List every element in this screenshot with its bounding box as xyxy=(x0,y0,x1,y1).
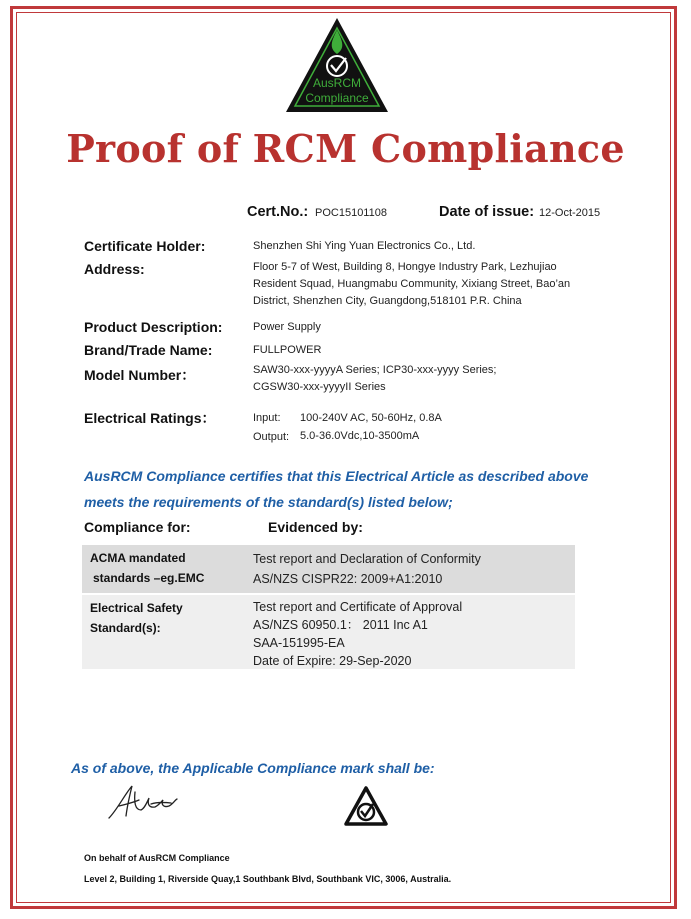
model-line: CGSW30-xxx-yyyyII Series xyxy=(253,381,386,393)
compliance-for-header: Compliance for: xyxy=(84,519,191,535)
address-label: Address: xyxy=(84,261,145,277)
cell-text: Standard(s): xyxy=(90,621,161,635)
compliance-table xyxy=(82,545,575,669)
compliance-statement-line2: meets the requirements of the standard(s) listed below; xyxy=(84,494,453,510)
cell-text: standards –eg.EMC xyxy=(93,571,205,585)
row-compliance-for xyxy=(90,548,204,588)
model-label: Model Number： xyxy=(84,367,196,383)
product-value: Power Supply xyxy=(253,321,321,333)
cert-no-label: Cert.No.: xyxy=(247,204,309,220)
product-label: Product Description: xyxy=(84,319,223,335)
model-value xyxy=(253,362,496,396)
input-label: Input: xyxy=(253,412,281,424)
address-line: Floor 5-7 of West, Building 8, Hongye Industry Park, Lezhujiao xyxy=(253,261,557,273)
address-value xyxy=(253,259,570,310)
mark-statement: As of above, the Applicable Compliance mark shall be: xyxy=(71,760,435,776)
ausrcm-logo xyxy=(282,16,392,116)
signature-icon xyxy=(105,780,185,825)
rcm-mark-icon xyxy=(344,786,388,826)
output-value: 5.0-36.0Vdc,10-3500mA xyxy=(300,430,420,442)
cell-text: Test report and Declaration of Conformity xyxy=(253,552,481,566)
cell-text: Electrical Safety xyxy=(90,601,183,615)
row-evidenced-by xyxy=(253,598,462,670)
holder-value: Shenzhen Shi Ying Yuan Electronics Co., Ltd. xyxy=(253,240,476,252)
cell-text: Date of Expire: 29-Sep-2020 xyxy=(253,654,412,668)
footer-address: Level 2, Building 1, Riverside Quay,1 Southbank Blvd, Southbank VIC, 3006, Australia. xyxy=(84,874,452,884)
compliance-statement-line1: AusRCM Compliance certifies that this Electrical Article as described above xyxy=(84,468,589,484)
cell-text: AS/NZS CISPR22: 2009+A1:2010 xyxy=(253,572,443,586)
row-compliance-for xyxy=(90,598,183,638)
cell-text: ACMA mandated xyxy=(90,551,186,565)
output-label: Output: xyxy=(253,431,290,443)
cell-text: AS/NZS 60950.1： 2011 Inc A1 xyxy=(253,618,428,632)
cell-text: SAA-151995-EA xyxy=(253,636,345,650)
date-of-issue-label: Date of issue: xyxy=(439,204,535,220)
date-of-issue-value: 12-Oct-2015 xyxy=(539,207,601,219)
behalf-text: On behalf of AusRCM Compliance xyxy=(84,853,230,863)
address-line: Resident Squad, Huangmabu Community, Xixiang Street, Bao’an xyxy=(253,278,571,290)
table-row xyxy=(82,595,575,669)
cert-no-value: POC15101108 xyxy=(315,207,387,219)
evidenced-by-header: Evidenced by: xyxy=(268,519,363,535)
cell-text: Test report and Certificate of Approval xyxy=(253,600,463,614)
logo-text-line1: AusRCM xyxy=(312,76,361,90)
holder-label: Certificate Holder: xyxy=(84,238,206,254)
brand-value: FULLPOWER xyxy=(253,344,322,356)
ratings-label: Electrical Ratings： xyxy=(84,410,216,426)
row-evidenced-by xyxy=(253,549,481,589)
brand-label: Brand/Trade Name: xyxy=(84,342,213,358)
model-line: SAW30-xxx-yyyyA Series; ICP30-xxx-yyyy Series; xyxy=(253,364,497,376)
input-value: 100-240V AC, 50-60Hz, 0.8A xyxy=(300,412,442,424)
logo-text-line2: Compliance xyxy=(305,91,369,105)
address-line: District, Shenzhen City, Guangdong,518101 P.R. China xyxy=(253,295,522,307)
page-title: Proof of RCM Compliance xyxy=(66,126,625,171)
table-row xyxy=(82,545,575,593)
